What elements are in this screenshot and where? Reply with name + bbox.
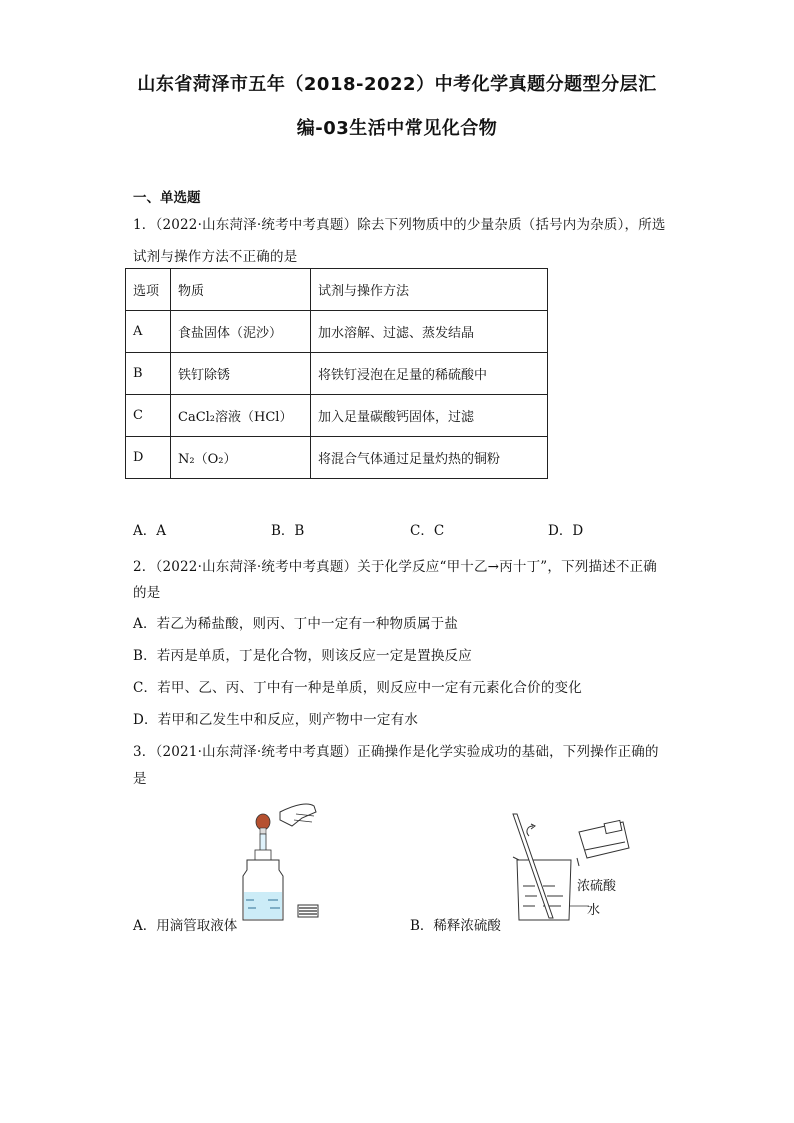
table-cell: 铁钉除锈 <box>171 353 311 395</box>
table-cell: C <box>126 395 171 437</box>
question-3-option-a[interactable]: A．用滴管取液体 <box>133 918 238 934</box>
concentrated-sulfuric-acid-label: 浓硫酸 <box>577 879 617 894</box>
question-2-stem-line-2: 的是 <box>133 585 161 601</box>
table-cell: 将铁钉浸泡在足量的稀硫酸中 <box>311 353 548 395</box>
question-2-stem-line-1: 2．（2022·山东菏泽·统考中考真题）关于化学反应“甲十乙→丙十丁”，下列描述不正确 <box>133 559 657 575</box>
table-cell: 将混合气体通过足量灼热的铜粉 <box>311 437 548 479</box>
question-3-stem-line-1: 3．（2021·山东菏泽·统考中考真题）正确操作是化学实验成功的基础，下列操作正确的 <box>133 744 659 760</box>
table-cell: CaCl₂溶液（HCl） <box>171 395 311 437</box>
table-cell: D <box>126 437 171 479</box>
table-header-cell: 选项 <box>126 269 171 311</box>
water-label: 水 <box>587 903 601 918</box>
table-header-row <box>126 269 548 311</box>
question-2-option-a[interactable]: A．若乙为稀盐酸，则丙、丁中一定有一种物质属于盐 <box>133 616 459 632</box>
table-cell: 加水溶解、过滤、蒸发结晶 <box>311 311 548 353</box>
table-row <box>126 395 548 437</box>
question-1-choice-d[interactable]: D．D <box>548 523 584 539</box>
dilute-sulfuric-acid-figure <box>505 812 655 927</box>
question-1-choice-b[interactable]: B．B <box>271 523 305 539</box>
table-cell: 食盐固体（泥沙） <box>171 311 311 353</box>
table-row <box>126 437 548 479</box>
table-row <box>126 353 548 395</box>
question-1-table <box>125 268 548 479</box>
dropper-bottle-figure <box>236 800 336 925</box>
question-1-stem-line-1: 1．（2022·山东菏泽·统考中考真题）除去下列物质中的少量杂质（括号内为杂质），所选 <box>133 217 666 233</box>
table-header-cell: 试剂与操作方法 <box>311 269 548 311</box>
question-2-option-c[interactable]: C．若甲、乙、丙、丁中有一种是单质，则反应中一定有元素化合价的变化 <box>133 680 582 696</box>
table-row <box>126 311 548 353</box>
question-3-option-b[interactable]: B．稀释浓硫酸 <box>410 918 501 934</box>
question-1-choice-a[interactable]: A．A <box>133 523 166 539</box>
document-title-line-1: 山东省菏泽市五年（2018-2022）中考化学真题分题型分层汇 <box>137 74 657 95</box>
document-title-line-2: 编-03生活中常见化合物 <box>296 118 498 139</box>
table-cell: 加入足量碳酸钙固体，过滤 <box>311 395 548 437</box>
question-1-stem-line-2: 试剂与操作方法不正确的是 <box>133 249 298 265</box>
table-cell: A <box>126 311 171 353</box>
question-3-stem-line-2: 是 <box>133 771 147 787</box>
question-2-option-d[interactable]: D．若甲和乙发生中和反应，则产物中一定有水 <box>133 712 419 728</box>
table-header-cell: 物质 <box>171 269 311 311</box>
question-2-option-b[interactable]: B．若丙是单质，丁是化合物，则该反应一定是置换反应 <box>133 648 472 664</box>
table-cell: B <box>126 353 171 395</box>
table-cell: N₂（O₂） <box>171 437 311 479</box>
section-heading: 一、单选题 <box>133 190 201 206</box>
question-1-choice-c[interactable]: C．C <box>410 523 445 539</box>
